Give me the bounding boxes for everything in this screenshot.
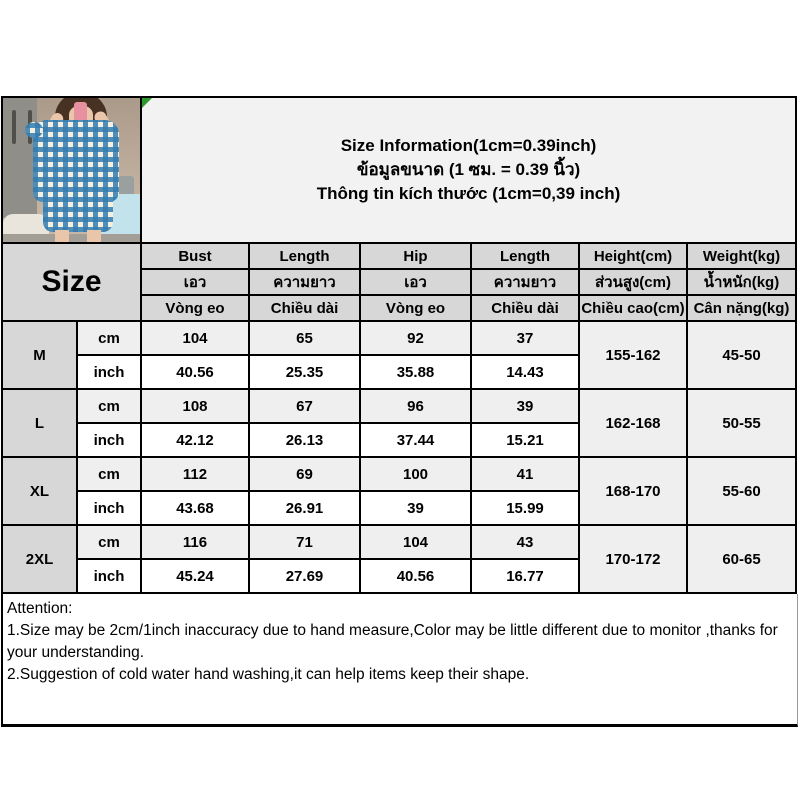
col-header-hip: Hip bbox=[360, 243, 471, 269]
unit-label: inch bbox=[77, 355, 141, 389]
model-leg-right bbox=[87, 230, 101, 242]
cell-xl-inch-length: 26.91 bbox=[249, 491, 360, 525]
unit-label: cm bbox=[77, 389, 141, 423]
cell-l-weight: 50-55 bbox=[687, 389, 796, 457]
size-label-xl: XL bbox=[2, 457, 77, 525]
cell-xl-height: 168-170 bbox=[579, 457, 687, 525]
cell-2xl-inch-bust: 45.24 bbox=[141, 559, 249, 593]
size-label-l: L bbox=[2, 389, 77, 457]
cell-l-cm-hip: 96 bbox=[360, 389, 471, 423]
cell-xl-cm-bust: 112 bbox=[141, 457, 249, 491]
col-header-length2: Length bbox=[471, 243, 579, 269]
unit-label: inch bbox=[77, 423, 141, 457]
col-header-bust-th: เอว bbox=[141, 269, 249, 295]
col-header-hip-vi: Vòng eo bbox=[360, 295, 471, 321]
cell-xl-weight: 55-60 bbox=[687, 457, 796, 525]
cell-l-inch-length: 26.13 bbox=[249, 423, 360, 457]
cell-m-weight: 45-50 bbox=[687, 321, 796, 389]
cell-xl-cm-hip: 100 bbox=[360, 457, 471, 491]
gingham-pajama-top bbox=[33, 120, 119, 202]
cell-m-inch-bust: 40.56 bbox=[141, 355, 249, 389]
size-table bbox=[1, 96, 797, 594]
col-header-length-vi: Chiều dài bbox=[249, 295, 360, 321]
cell-m-inch-hip: 35.88 bbox=[360, 355, 471, 389]
model-leg-left bbox=[55, 230, 69, 242]
product-photo bbox=[3, 98, 140, 242]
col-header-weight-th: น้ำหนัก(kg) bbox=[687, 269, 796, 295]
cell-2xl-height: 170-172 bbox=[579, 525, 687, 593]
size-chart-sheet bbox=[1, 96, 798, 727]
cell-m-inch-length: 25.35 bbox=[249, 355, 360, 389]
gingham-pajama-shorts bbox=[43, 198, 113, 232]
cell-l-height: 162-168 bbox=[579, 389, 687, 457]
table-row bbox=[2, 457, 796, 491]
attention-heading: Attention: bbox=[7, 600, 73, 617]
cell-xl-inch-hip: 39 bbox=[360, 491, 471, 525]
col-header-length: Length bbox=[249, 243, 360, 269]
cell-2xl-cm-bust: 116 bbox=[141, 525, 249, 559]
col-header-length-th: ความยาว bbox=[249, 269, 360, 295]
col-header-weight: Weight(kg) bbox=[687, 243, 796, 269]
cell-xl-inch-bust: 43.68 bbox=[141, 491, 249, 525]
wardrobe-background bbox=[3, 98, 37, 218]
col-header-bust-vi: Vòng eo bbox=[141, 295, 249, 321]
title-line-en: Size Information(1cm=0.39inch) bbox=[340, 136, 597, 155]
cell-m-height: 155-162 bbox=[579, 321, 687, 389]
attention-note bbox=[1, 594, 798, 727]
title-cell bbox=[141, 97, 796, 243]
cell-xl-cm-length: 69 bbox=[249, 457, 360, 491]
cell-l-inch-bust: 42.12 bbox=[141, 423, 249, 457]
col-header-length2-th: ความยาว bbox=[471, 269, 579, 295]
cell-l-inch-hip: 37.44 bbox=[360, 423, 471, 457]
cell-2xl-cm-hip: 104 bbox=[360, 525, 471, 559]
col-header-length2-vi: Chiều dài bbox=[471, 295, 579, 321]
cell-l-cm-length: 67 bbox=[249, 389, 360, 423]
cell-2xl-weight: 60-65 bbox=[687, 525, 796, 593]
table-row bbox=[2, 389, 796, 423]
cell-2xl-inch-length2: 16.77 bbox=[471, 559, 579, 593]
unit-label: cm bbox=[77, 525, 141, 559]
cell-m-inch-length2: 14.43 bbox=[471, 355, 579, 389]
floor bbox=[3, 234, 140, 242]
cell-m-cm-length: 65 bbox=[249, 321, 360, 355]
cell-l-cm-length2: 39 bbox=[471, 389, 579, 423]
cell-2xl-inch-hip: 40.56 bbox=[360, 559, 471, 593]
product-photo-cell bbox=[2, 97, 141, 243]
size-label-2xl: 2XL bbox=[2, 525, 77, 593]
table-row bbox=[2, 525, 796, 559]
cell-2xl-cm-length2: 43 bbox=[471, 525, 579, 559]
cell-m-cm-length2: 37 bbox=[471, 321, 579, 355]
cell-xl-inch-length2: 15.99 bbox=[471, 491, 579, 525]
title-line-vi: Thông tin kích thước (1cm=0,39 inch) bbox=[316, 184, 621, 203]
attention-line-1: 1.Size may be 2cm/1inch inaccuracy due to hand measure,Color may be little different due to monitor ,thanks for your understanding. bbox=[7, 622, 778, 661]
col-header-height-vi: Chiều cao(cm) bbox=[579, 295, 687, 321]
size-label-m: M bbox=[2, 321, 77, 389]
table-row bbox=[2, 321, 796, 355]
col-header-bust: Bust bbox=[141, 243, 249, 269]
col-header-height: Height(cm) bbox=[579, 243, 687, 269]
green-corner-triangle-icon bbox=[142, 98, 152, 108]
cell-2xl-cm-length: 71 bbox=[249, 525, 360, 559]
attention-line-2: 2.Suggestion of cold water hand washing,it can help items keep their shape. bbox=[7, 666, 530, 683]
unit-label: inch bbox=[77, 491, 141, 525]
cell-l-cm-bust: 108 bbox=[141, 389, 249, 423]
col-header-height-th: ส่วนสูง(cm) bbox=[579, 269, 687, 295]
unit-label: cm bbox=[77, 457, 141, 491]
title-line-th: ข้อมูลขนาด (1 ซม. = 0.39 นิ้ว) bbox=[356, 160, 581, 179]
size-corner-label: Size bbox=[2, 243, 141, 321]
unit-label: inch bbox=[77, 559, 141, 593]
cell-xl-cm-length2: 41 bbox=[471, 457, 579, 491]
col-header-hip-th: เอว bbox=[360, 269, 471, 295]
col-header-weight-vi: Cân nặng(kg) bbox=[687, 295, 796, 321]
cell-m-cm-bust: 104 bbox=[141, 321, 249, 355]
wardrobe-handle bbox=[12, 110, 16, 144]
unit-label: cm bbox=[77, 321, 141, 355]
selfie-phone bbox=[74, 102, 87, 122]
cell-2xl-inch-length: 27.69 bbox=[249, 559, 360, 593]
cell-l-inch-length2: 15.21 bbox=[471, 423, 579, 457]
cell-m-cm-hip: 92 bbox=[360, 321, 471, 355]
